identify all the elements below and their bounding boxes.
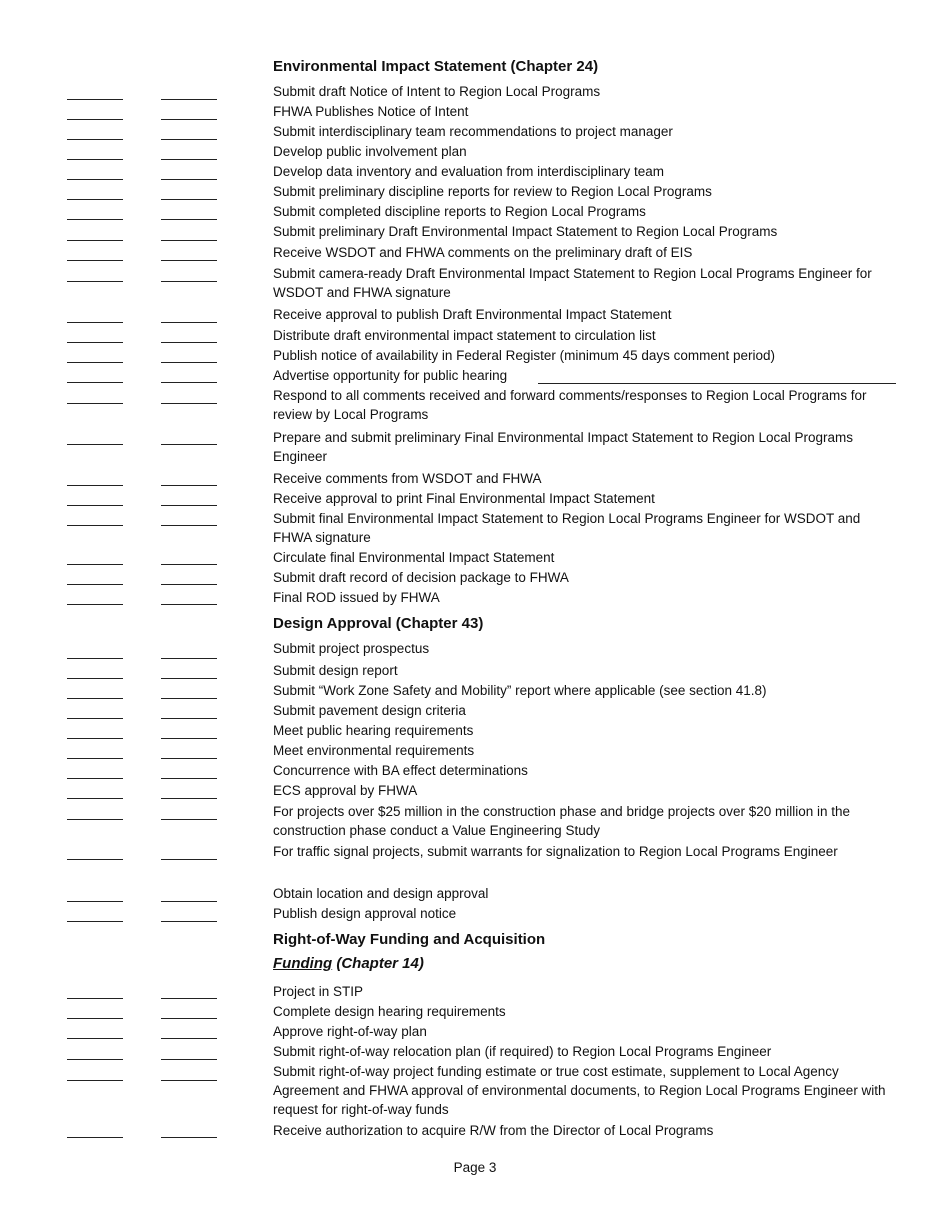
list-item: Complete design hearing requirements <box>273 1004 506 1019</box>
blank-line-col1[interactable] <box>67 322 123 323</box>
list-item: Submit right-of-way relocation plan (if required) to Region Local Programs Engineer <box>273 1044 772 1059</box>
blank-line-col2[interactable] <box>161 584 217 585</box>
list-item: Approve right-of-way plan <box>273 1024 427 1039</box>
blank-line-col2[interactable] <box>161 718 217 719</box>
blank-line-col2[interactable] <box>161 819 217 820</box>
subheading-rest: (Chapter 14) <box>332 955 424 972</box>
blank-line-col2[interactable] <box>161 382 217 383</box>
blank-line-col2[interactable] <box>161 778 217 779</box>
blank-line-col2[interactable] <box>161 678 217 679</box>
blank-line-col1[interactable] <box>67 758 123 759</box>
blank-line-col1[interactable] <box>67 260 123 261</box>
blank-line-col2[interactable] <box>161 798 217 799</box>
blank-line-col1[interactable] <box>67 240 123 241</box>
blank-line-col2[interactable] <box>161 698 217 699</box>
blank-line-col1[interactable] <box>67 119 123 120</box>
list-item: For traffic signal projects, submit warrants for signalization to Region Local Programs Engineer <box>273 844 838 859</box>
list-item: Submit design report <box>273 663 398 678</box>
blank-line-col2[interactable] <box>161 139 217 140</box>
blank-line-col2[interactable] <box>161 998 217 999</box>
list-item: Submit preliminary Draft Environmental Impact Statement to Region Local Programs <box>273 224 778 239</box>
list-item: Submit final Environmental Impact Statement to Region Local Programs Engineer for WSDOT and FHWA signature <box>273 511 861 545</box>
list-item: Respond to all comments received and forward comments/responses to Region Local Programs for review by Local Programs <box>273 388 867 422</box>
blank-line-col1[interactable] <box>67 921 123 922</box>
blank-line-col1[interactable] <box>67 1080 123 1081</box>
fill-in-line[interactable] <box>538 383 896 384</box>
blank-line-col1[interactable] <box>67 525 123 526</box>
blank-line-col2[interactable] <box>161 1137 217 1138</box>
page-number: Page 3 <box>453 1160 497 1175</box>
list-item: Concurrence with BA effect determinations <box>273 763 528 778</box>
blank-line-col1[interactable] <box>67 778 123 779</box>
list-item: Final ROD issued by FHWA <box>273 590 440 605</box>
blank-line-col2[interactable] <box>161 485 217 486</box>
section-heading-eis: Environmental Impact Statement (Chapter 24) <box>273 58 599 75</box>
blank-line-col2[interactable] <box>161 901 217 902</box>
list-item: Develop public involvement plan <box>273 144 467 159</box>
blank-line-col1[interactable] <box>67 139 123 140</box>
blank-line-col2[interactable] <box>161 342 217 343</box>
blank-line-col2[interactable] <box>161 758 217 759</box>
blank-line-col2[interactable] <box>161 564 217 565</box>
blank-line-col1[interactable] <box>67 505 123 506</box>
list-item: Meet environmental requirements <box>273 743 475 758</box>
blank-line-col2[interactable] <box>161 322 217 323</box>
blank-line-col2[interactable] <box>161 179 217 180</box>
list-item: Submit “Work Zone Safety and Mobility” report where applicable (see section 41.8) <box>273 683 767 698</box>
blank-line-col1[interactable] <box>67 1018 123 1019</box>
blank-line-col1[interactable] <box>67 859 123 860</box>
blank-line-col2[interactable] <box>161 281 217 282</box>
blank-line-col2[interactable] <box>161 444 217 445</box>
blank-line-col2[interactable] <box>161 403 217 404</box>
list-item: Project in STIP <box>273 984 364 999</box>
blank-line-col1[interactable] <box>67 819 123 820</box>
list-item: Submit draft Notice of Intent to Region Local Programs <box>273 84 601 99</box>
blank-line-col1[interactable] <box>67 718 123 719</box>
blank-line-col2[interactable] <box>161 738 217 739</box>
list-item: ECS approval by FHWA <box>273 783 418 798</box>
blank-line-col2[interactable] <box>161 119 217 120</box>
list-item: Distribute draft environmental impact statement to circulation list <box>273 328 656 343</box>
blank-line-col1[interactable] <box>67 179 123 180</box>
section-heading-right-of-way: Right-of-Way Funding and Acquisition <box>273 931 546 948</box>
blank-line-col1[interactable] <box>67 362 123 363</box>
blank-line-col1[interactable] <box>67 604 123 605</box>
blank-line-col2[interactable] <box>161 99 217 100</box>
blank-line-col2[interactable] <box>161 159 217 160</box>
blank-line-col2[interactable] <box>161 505 217 506</box>
list-item: For projects over $25 million in the construction phase and bridge projects over $20 million in the construction phase conduct a Value Engineering Study <box>273 804 851 838</box>
blank-line-col1[interactable] <box>67 159 123 160</box>
list-item: Circulate final Environmental Impact Statement <box>273 550 555 565</box>
blank-line-col1[interactable] <box>67 998 123 999</box>
list-item: Receive authorization to acquire R/W from the Director of Local Programs <box>273 1123 714 1138</box>
blank-line-col1[interactable] <box>67 444 123 445</box>
section-subheading-funding <box>273 955 424 972</box>
blank-line-col1[interactable] <box>67 219 123 220</box>
list-item: Advertise opportunity for public hearing <box>273 368 508 383</box>
blank-line-col2[interactable] <box>161 921 217 922</box>
list-item: Receive approval to print Final Environmental Impact Statement <box>273 491 655 506</box>
blank-line-col1[interactable] <box>67 1038 123 1039</box>
list-item: Submit interdisciplinary team recommendations to project manager <box>273 124 673 139</box>
blank-line-col2[interactable] <box>161 525 217 526</box>
blank-line-col1[interactable] <box>67 798 123 799</box>
list-item: Obtain location and design approval <box>273 886 489 901</box>
blank-line-col2[interactable] <box>161 199 217 200</box>
blank-line-col1[interactable] <box>67 584 123 585</box>
list-item: Meet public hearing requirements <box>273 723 474 738</box>
list-item: Submit camera-ready Draft Environmental Impact Statement to Region Local Programs Engineer for WSDOT and FHWA signature <box>273 266 872 300</box>
blank-line-col2[interactable] <box>161 362 217 363</box>
blank-line-col1[interactable] <box>67 1137 123 1138</box>
list-item: Submit completed discipline reports to Region Local Programs <box>273 204 646 219</box>
blank-line-col2[interactable] <box>161 240 217 241</box>
blank-line-col2[interactable] <box>161 604 217 605</box>
list-item: Submit pavement design criteria <box>273 703 466 718</box>
blank-line-col1[interactable] <box>67 485 123 486</box>
blank-line-col1[interactable] <box>67 658 123 659</box>
blank-line-col2[interactable] <box>161 658 217 659</box>
list-item: Receive comments from WSDOT and FHWA <box>273 471 542 486</box>
blank-line-col1[interactable] <box>67 403 123 404</box>
list-item: Submit right-of-way project funding estimate or true cost estimate, supplement to Local Agency Agreement and FHWA approval of environmental documents, to Region Local Programs Engineer with request for right-of-way funds <box>273 1064 886 1117</box>
list-item: Publish notice of availability in Federal Register (minimum 45 days comment period) <box>273 348 775 363</box>
list-item: Submit draft record of decision package to FHWA <box>273 570 569 585</box>
list-item: Publish design approval notice <box>273 906 457 921</box>
blank-line-col2[interactable] <box>161 219 217 220</box>
blank-line-col1[interactable] <box>67 564 123 565</box>
blank-line-col2[interactable] <box>161 1059 217 1060</box>
list-item: Prepare and submit preliminary Final Environmental Impact Statement to Region Local Programs Engineer <box>273 430 854 464</box>
blank-line-col1[interactable] <box>67 678 123 679</box>
blank-line-col1[interactable] <box>67 342 123 343</box>
blank-line-col1[interactable] <box>67 1059 123 1060</box>
subheading-underlined-word: Funding <box>273 955 333 972</box>
blank-line-col1[interactable] <box>67 698 123 699</box>
list-item: Submit preliminary discipline reports for review to Region Local Programs <box>273 184 712 199</box>
list-item: Develop data inventory and evaluation from interdisciplinary team <box>273 164 664 179</box>
blank-line-col2[interactable] <box>161 1038 217 1039</box>
blank-line-col1[interactable] <box>67 99 123 100</box>
list-item: FHWA Publishes Notice of Intent <box>273 104 469 119</box>
blank-line-col2[interactable] <box>161 1018 217 1019</box>
list-item: Receive approval to publish Draft Environmental Impact Statement <box>273 307 672 322</box>
blank-line-col2[interactable] <box>161 1080 217 1081</box>
list-item: Submit project prospectus <box>273 641 430 656</box>
blank-line-col1[interactable] <box>67 382 123 383</box>
blank-line-col2[interactable] <box>161 260 217 261</box>
blank-line-col1[interactable] <box>67 901 123 902</box>
blank-line-col1[interactable] <box>67 199 123 200</box>
section-heading-design-approval: Design Approval (Chapter 43) <box>273 615 484 632</box>
blank-line-col2[interactable] <box>161 859 217 860</box>
blank-line-col1[interactable] <box>67 738 123 739</box>
list-item: Receive WSDOT and FHWA comments on the preliminary draft of EIS <box>273 245 693 260</box>
blank-line-col1[interactable] <box>67 281 123 282</box>
